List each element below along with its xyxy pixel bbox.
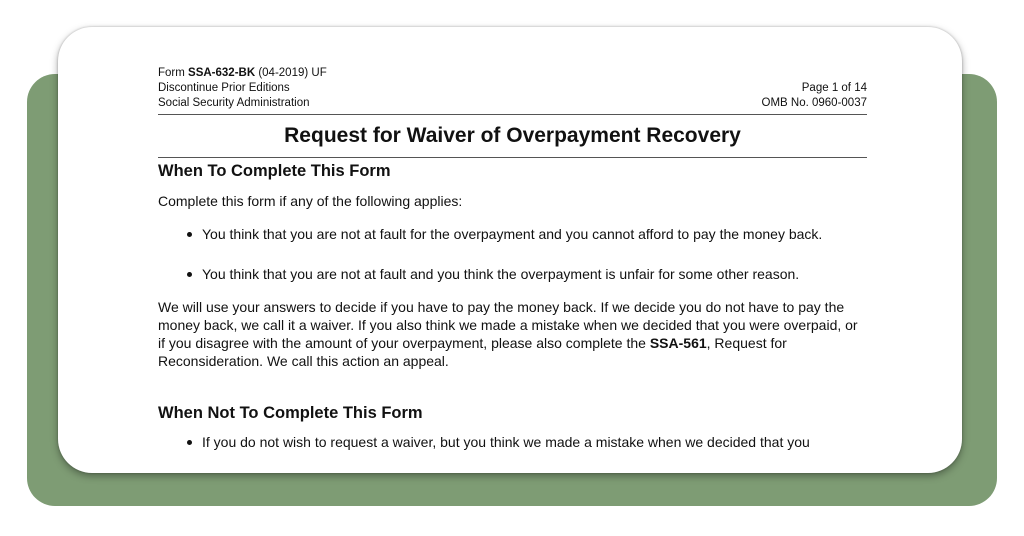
bullet-icon — [187, 440, 192, 445]
title-divider — [158, 157, 867, 158]
form-header-left — [158, 66, 327, 111]
intro-text: Complete this form if any of the following applies: — [158, 193, 463, 209]
section-heading-when: When To Complete This Form — [158, 162, 391, 180]
agency-line: Social Security Administration — [158, 97, 310, 109]
discontinue-line: Discontinue Prior Editions — [158, 82, 290, 94]
bullet-icon — [187, 272, 192, 277]
page-title: Request for Waiver of Overpayment Recovery — [284, 124, 741, 147]
form-page — [158, 66, 867, 451]
list-item: You think that you are not at fault for the overpayment and you cannot afford to pay the money back. — [158, 225, 867, 243]
page-number: Page 1 of 14 — [801, 82, 867, 94]
header-divider — [158, 114, 867, 115]
omb-number: OMB No. 0960-0037 — [761, 97, 867, 109]
section-heading-when-not: When Not To Complete This Form — [158, 404, 423, 422]
bullet-icon — [187, 232, 192, 237]
when-not-bullet-list — [158, 433, 867, 451]
form-header — [158, 66, 867, 114]
form-reference: SSA-561 — [649, 335, 707, 351]
form-header-right — [762, 81, 867, 111]
when-bullet-list — [158, 225, 867, 283]
list-item: If you do not wish to request a waiver, but you think we made a mistake when we decided that you — [158, 433, 867, 451]
document-card — [58, 27, 962, 473]
list-item: You think that you are not at fault and you think the overpayment is unfair for some other reason. — [158, 265, 867, 283]
waiver-explanation: We will use your answers to decide if you have to pay the money back. If we decide you do not have to pay the money back, we call it a waiver. If you also think we made a mistake when we decided that you were overpaid, or if you disagree with the amount of your overpayment, please also complete the SSA-561, Request for Reconsideration. We call this action an appeal. — [158, 299, 858, 369]
form-id-line: Form SSA-632-BK (04-2019) UF — [158, 67, 327, 79]
form-code: SSA-632-BK — [188, 67, 256, 79]
